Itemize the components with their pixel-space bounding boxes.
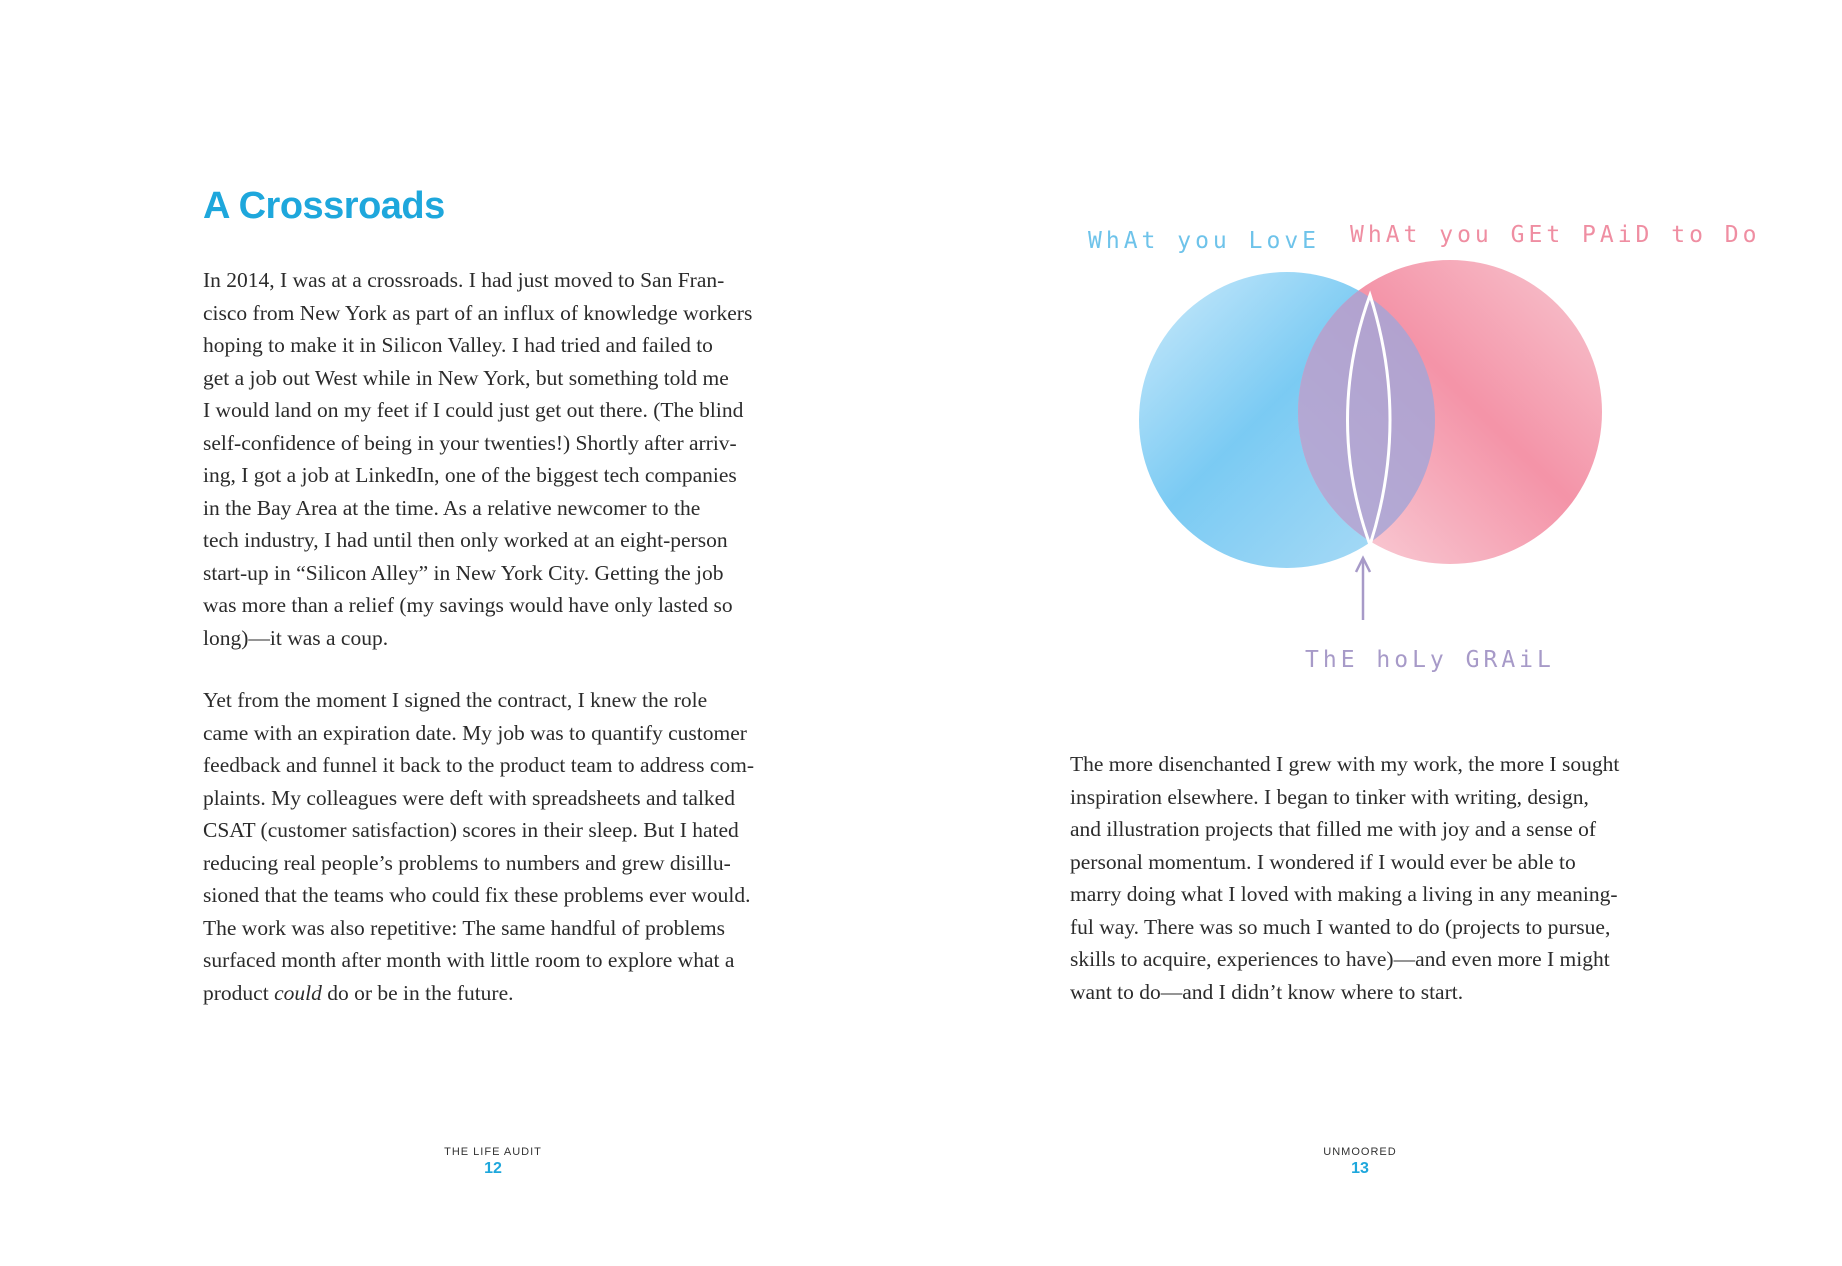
text-line: reducing real people’s problems to numbers and grew disillu- <box>203 850 731 875</box>
running-head: THE LIFE AUDIT <box>444 1146 542 1158</box>
venn-svg <box>1080 200 1761 690</box>
right-folio <box>1210 1146 1510 1178</box>
text-line-last <box>203 977 754 1010</box>
text-line: In 2014, I was at a crossroads. I had just moved to San Fran- <box>203 268 725 292</box>
text-line: came with an expiration date. My job was to quantify customer <box>203 720 747 745</box>
text-line: feedback and funnel it back to the product team to address com- <box>203 753 755 777</box>
page-number: 13 <box>1351 1160 1369 1177</box>
chapter-title: A Crossroads <box>203 185 445 227</box>
text-segment: do or be in the future. <box>321 980 514 1005</box>
text-line: start-up in “Silicon Alley” in New York City. Getting the job <box>203 560 724 585</box>
text-line: inspiration elsewhere. I began to tinker with writing, design, <box>1070 784 1589 809</box>
label-holy-grail: ThE hoLy GRAiL <box>1305 647 1555 673</box>
text-line: The work was also repetitive: The same handful of problems <box>203 915 726 940</box>
text-line: skills to acquire, experiences to have)—and even more I might <box>1070 947 1610 971</box>
label-what-you-get-paid: WhAt you GEt PAiD to Do <box>1350 222 1761 248</box>
text-line: hoping to make it in Silicon Valley. I had tried and failed to <box>203 333 713 357</box>
text-line: self-confidence of being in your twenties!) Shortly after arriv- <box>203 430 737 455</box>
text-line: I would land on my feet if I could just get out there. (The blind <box>203 398 744 422</box>
text-line: long)—it was a coup. <box>203 625 389 650</box>
text-line: CSAT (customer satisfaction) scores in their sleep. But I hated <box>203 818 739 842</box>
text-line: The more disenchanted I grew with my work, the more I sought <box>1070 752 1620 776</box>
text-segment: product <box>203 980 275 1005</box>
paragraph-3 <box>1070 748 1619 1008</box>
text-line: Yet from the moment I signed the contract, I knew the role <box>203 688 708 712</box>
text-line: plaints. My colleagues were deft with spreadsheets and talked <box>203 785 735 810</box>
text-line: get a job out West while in New York, but something told me <box>203 365 729 390</box>
text-line: sioned that the teams who could fix these problems ever would. <box>203 883 751 907</box>
text-line: want to do—and I didn’t know where to start. <box>1070 979 1464 1004</box>
text-line: personal momentum. I wondered if I would ever be able to <box>1070 849 1576 874</box>
paragraph-1 <box>203 264 752 654</box>
text-line: and illustration projects that filled me with joy and a sense of <box>1070 817 1597 841</box>
left-folio <box>343 1146 643 1178</box>
text-line: was more than a relief (my savings would have only lasted so <box>203 593 733 617</box>
text-line: surfaced month after month with little room to explore what a <box>203 948 735 972</box>
text-line: ing, I got a job at LinkedIn, one of the biggest tech companies <box>203 463 737 487</box>
label-what-you-love: WhAt you LovE <box>1088 228 1321 254</box>
text-line: ful way. There was so much I wanted to do (projects to pursue, <box>1070 914 1611 939</box>
running-head: UNMOORED <box>1323 1146 1397 1158</box>
page-number: 12 <box>484 1160 502 1177</box>
paragraph-2 <box>203 684 754 1009</box>
emphasis-text: could <box>274 980 322 1005</box>
text-line: cisco from New York as part of an influx of knowledge workers <box>203 300 753 325</box>
text-line: marry doing what I loved with making a living in any meaning- <box>1070 882 1618 906</box>
venn-diagram <box>1080 200 1761 690</box>
text-line: in the Bay Area at the time. As a relative newcomer to the <box>203 495 701 520</box>
text-line: tech industry, I had until then only worked at an eight-person <box>203 528 728 552</box>
